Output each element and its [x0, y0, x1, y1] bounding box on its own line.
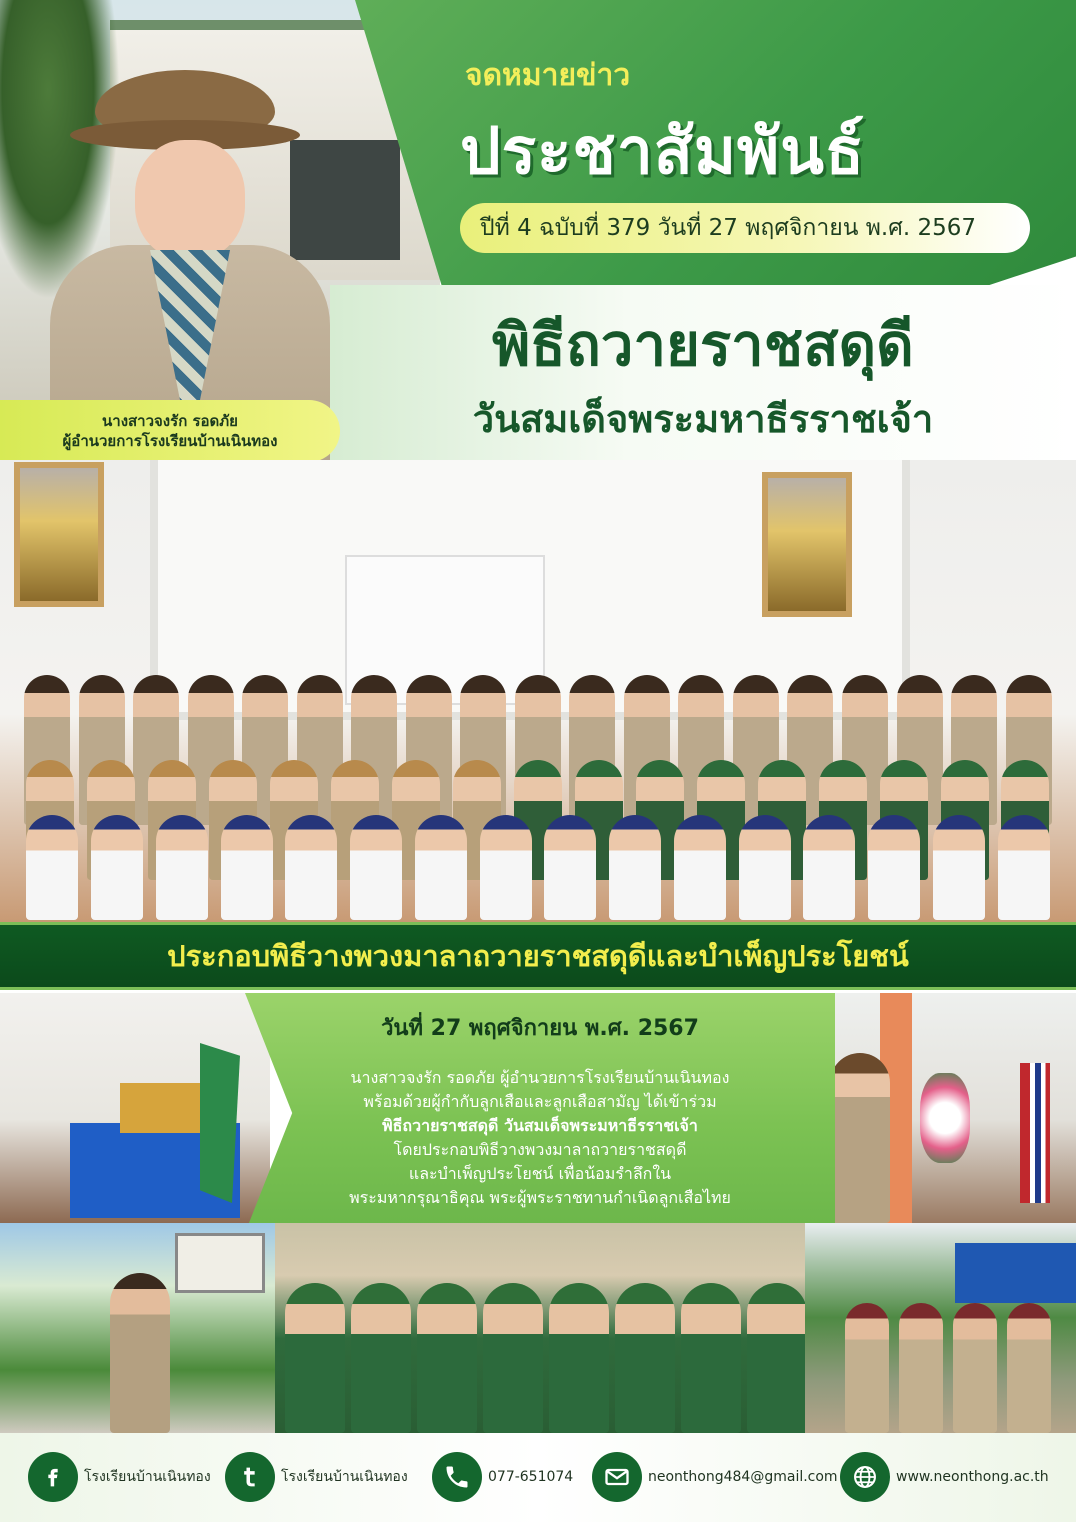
mail-icon — [592, 1452, 642, 1502]
phone-icon — [432, 1452, 482, 1502]
newsletter-kicker: จดหมายข่าว — [465, 58, 631, 93]
ceremony-photo-right — [820, 993, 1076, 1223]
issue-info — [460, 203, 1030, 253]
description-line: โดยประกอบพิธีวางพวงมาลาถวายราชสดุดี — [393, 1140, 687, 1159]
facebook-label: โรงเรียนบ้านเนินทอง — [84, 1469, 211, 1485]
event-description — [280, 1066, 800, 1210]
description-line: พระมหากรุณาธิคุณ พระผู้พระราชทานกำเนิดลูกเสือไทย — [349, 1188, 731, 1207]
tiktok-icon — [225, 1452, 275, 1502]
description-line: พร้อมด้วยผู้กำกับลูกเสือและลูกเสือสามัญ ได้เข้าร่วม — [363, 1092, 717, 1111]
description-line-bold: พิธีถวายราชสดุดี วันสมเด็จพระมหาธีรราชเจ้า — [382, 1116, 698, 1135]
director-name: นางสาวจงรัก รอดภัย — [102, 412, 238, 430]
tiktok-label: โรงเรียนบ้านเนินทอง — [281, 1469, 408, 1485]
headline-title: พิธีถวายราชสดุดี — [492, 311, 914, 379]
headline-subtitle: วันสมเด็จพระมหาธีรราชเจ้า — [472, 397, 934, 441]
website-contact[interactable] — [840, 1453, 1049, 1501]
cleanup-photo-right — [805, 1223, 1076, 1433]
royal-portrait-left — [14, 462, 104, 607]
email-contact[interactable] — [592, 1453, 838, 1501]
banner-text: ประกอบพิธีวางพวงมาลาถวายราชสดุดีและบำเพ็ญประโยชน์ — [167, 939, 909, 973]
globe-icon — [840, 1452, 890, 1502]
description-line: นางสาวจงรัก รอดภัย ผู้อำนวยการโรงเรียนบ้านเนินทอง — [350, 1068, 730, 1087]
ceremony-photo-left — [0, 993, 270, 1223]
facebook-contact[interactable] — [28, 1453, 211, 1501]
activity-banner — [0, 922, 1076, 990]
issue-text: ปีที่ 4 ฉบับที่ 379 วันที่ 27 พฤศจิกายน พ.ศ. 2567 — [480, 215, 976, 241]
facebook-icon — [28, 1452, 78, 1502]
royal-portrait-right — [762, 472, 852, 617]
newsletter-title: ประชาสัมพันธ์ — [460, 115, 865, 189]
description-line: และบำเพ็ญประโยชน์ เพื่อน้อมรำลึกใน — [408, 1164, 672, 1183]
email-label: neonthong484@gmail.com — [648, 1469, 838, 1485]
director-role: ผู้อำนวยการโรงเรียนบ้านเนินทอง — [62, 432, 278, 450]
cleanup-photo-left — [0, 1223, 275, 1433]
phone-label: 077-651074 — [488, 1469, 574, 1485]
website-label: www.neonthong.ac.th — [896, 1469, 1049, 1485]
group-photo — [0, 460, 1076, 922]
phone-contact[interactable] — [432, 1453, 573, 1501]
event-date: วันที่ 27 พฤศจิกายน พ.ศ. 2567 — [381, 1016, 699, 1041]
director-caption — [0, 400, 340, 462]
scouts-salute-photo — [275, 1223, 805, 1433]
tiktok-contact[interactable] — [225, 1453, 408, 1501]
